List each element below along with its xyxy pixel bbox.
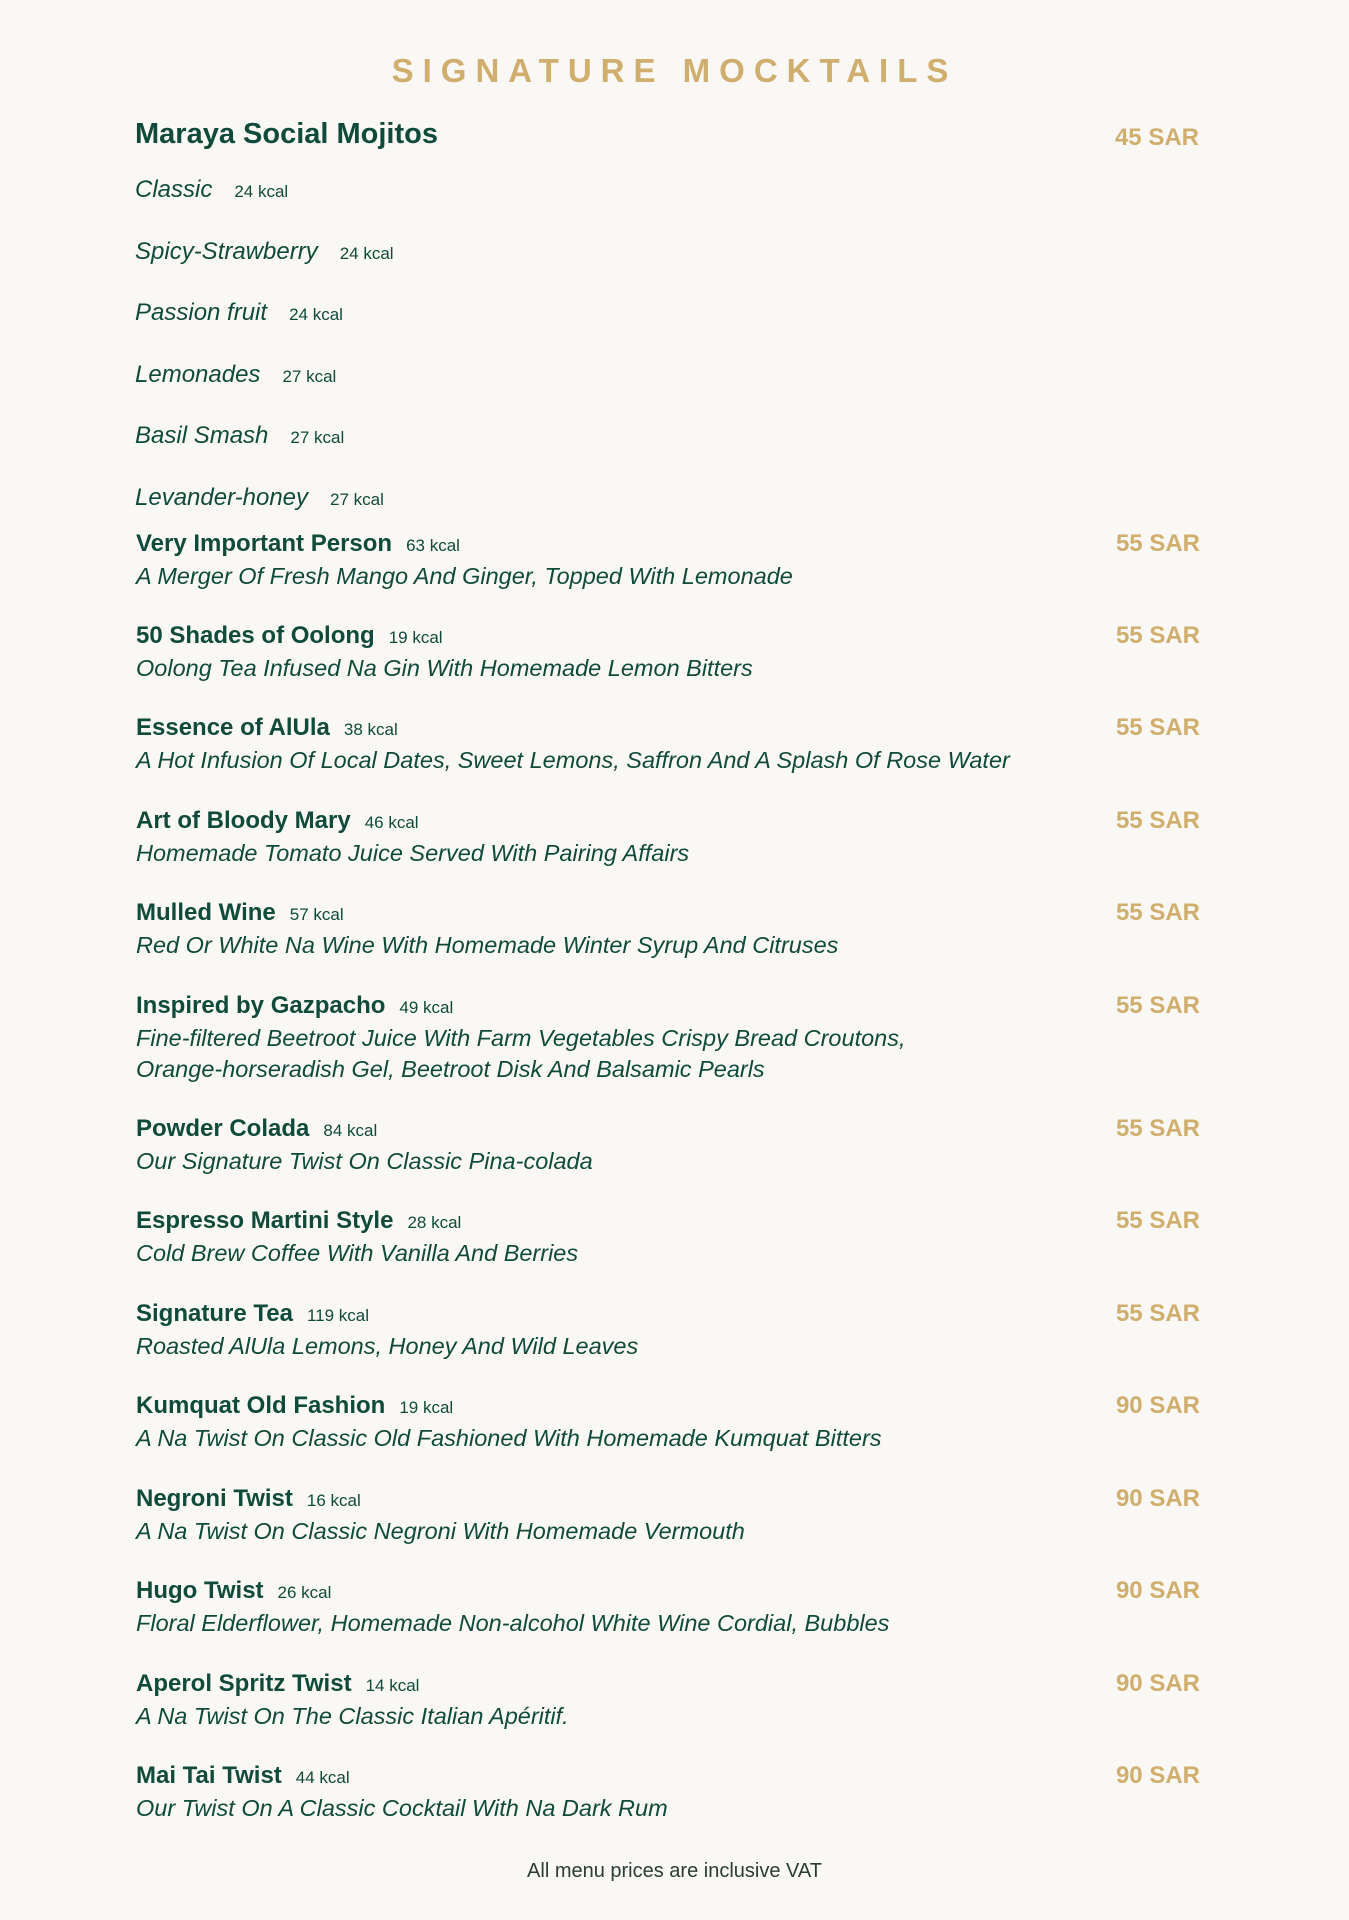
item-kcal: 26 kcal bbox=[277, 1583, 332, 1602]
item-kcal: 46 kcal bbox=[364, 813, 419, 832]
variant-kcal: 24 kcal bbox=[289, 305, 343, 324]
variant-kcal: 24 kcal bbox=[234, 182, 289, 201]
item-name: Mulled Wine bbox=[136, 899, 276, 926]
item-description: A Na Twist On The Classic Italian Apéritif. bbox=[136, 1703, 569, 1729]
menu-item bbox=[136, 1761, 1206, 1824]
menu-item bbox=[136, 1576, 1206, 1639]
item-price: 55 SAR bbox=[1115, 1207, 1200, 1234]
item-description: Oolong Tea Infused Na Gin With Homemade Lemon Bitters bbox=[136, 655, 753, 681]
menu-item bbox=[136, 1114, 1206, 1177]
variant-kcal: 27 kcal bbox=[330, 490, 384, 509]
item-kcal: 63 kcal bbox=[406, 536, 460, 555]
item-price: 55 SAR bbox=[1115, 622, 1200, 649]
item-price: 55 SAR bbox=[1115, 1115, 1200, 1142]
item-kcal: 38 kcal bbox=[343, 720, 398, 739]
menu-item bbox=[136, 898, 1206, 961]
item-price: 90 SAR bbox=[1115, 1577, 1200, 1604]
item-description: Our Twist On A Classic Cocktail With Na Dark Rum bbox=[136, 1795, 668, 1821]
menu-item bbox=[136, 1484, 1206, 1547]
item-kcal: 19 kcal bbox=[399, 1398, 454, 1417]
item-price: 55 SAR bbox=[1115, 992, 1200, 1019]
item-kcal: 44 kcal bbox=[295, 1768, 350, 1787]
item-price: 55 SAR bbox=[1115, 807, 1200, 834]
menu-item bbox=[136, 991, 1206, 1085]
menu-title: SIGNATURE MOCKTAILS bbox=[391, 52, 958, 89]
item-kcal: 19 kcal bbox=[388, 628, 443, 647]
item-name: Very Important Person bbox=[136, 530, 393, 557]
menu-item bbox=[136, 621, 1206, 684]
variant-name: Lemonades bbox=[135, 361, 261, 388]
item-kcal: 14 kcal bbox=[365, 1676, 420, 1695]
variant-item bbox=[135, 299, 343, 327]
item-price: 90 SAR bbox=[1115, 1670, 1200, 1697]
variant-item bbox=[135, 361, 336, 389]
menu-item bbox=[136, 1299, 1206, 1362]
item-name: Powder Colada bbox=[136, 1115, 310, 1142]
item-price: 90 SAR bbox=[1115, 1485, 1200, 1512]
menu-item bbox=[136, 806, 1206, 869]
item-description: Cold Brew Coffee With Vanilla And Berries bbox=[136, 1240, 579, 1266]
item-description: A Merger Of Fresh Mango And Ginger, Topped With Lemonade bbox=[136, 563, 793, 589]
item-name: Espresso Martini Style bbox=[136, 1207, 394, 1234]
item-name: Inspired by Gazpacho bbox=[136, 992, 386, 1019]
item-price: 55 SAR bbox=[1115, 1300, 1200, 1327]
variant-kcal: 27 kcal bbox=[290, 428, 345, 447]
item-description: Floral Elderflower, Homemade Non-alcohol White Wine Cordial, Bubbles bbox=[136, 1610, 890, 1636]
item-price: 55 SAR bbox=[1115, 530, 1200, 557]
item-name: Essence of AlUla bbox=[136, 714, 330, 741]
item-price: 90 SAR bbox=[1115, 1392, 1200, 1419]
variant-name: Classic bbox=[135, 176, 213, 203]
menu-item bbox=[136, 713, 1206, 776]
item-kcal: 16 kcal bbox=[306, 1491, 361, 1510]
item-kcal: 119 kcal bbox=[306, 1306, 369, 1325]
item-name: Mai Tai Twist bbox=[136, 1762, 282, 1789]
item-price: 55 SAR bbox=[1115, 899, 1200, 926]
item-description: A Na Twist On Classic Negroni With Homemade Vermouth bbox=[136, 1518, 745, 1544]
variant-name: Passion fruit bbox=[135, 299, 268, 326]
item-name: Art of Bloody Mary bbox=[136, 807, 351, 834]
item-description: A Hot Infusion Of Local Dates, Sweet Lemons, Saffron And A Splash Of Rose Water bbox=[136, 747, 1010, 773]
item-description: Homemade Tomato Juice Served With Pairing Affairs bbox=[136, 840, 690, 866]
item-name: 50 Shades of Oolong bbox=[136, 622, 375, 649]
vat-note: All menu prices are inclusive VAT bbox=[527, 1860, 822, 1882]
item-description: Roasted AlUla Lemons, Honey And Wild Leaves bbox=[136, 1333, 639, 1359]
variant-item bbox=[135, 422, 344, 450]
item-description: Fine-filtered Beetroot Juice With Farm Vegetables Crispy Bread Croutons, Orange-horseradish Gel, Beetroot Disk And Balsamic Pearls bbox=[136, 1025, 906, 1082]
variant-kcal: 27 kcal bbox=[282, 367, 337, 386]
item-kcal: 49 kcal bbox=[399, 998, 454, 1017]
item-name: Kumquat Old Fashion bbox=[136, 1392, 386, 1419]
menu-item bbox=[136, 1391, 1206, 1454]
variant-kcal: 24 kcal bbox=[339, 244, 394, 263]
item-name: Aperol Spritz Twist bbox=[136, 1670, 352, 1697]
item-kcal: 84 kcal bbox=[323, 1121, 378, 1140]
variant-item bbox=[135, 484, 384, 512]
featured-item-price: 45 SAR bbox=[1114, 124, 1199, 151]
featured-item-name: Maraya Social Mojitos bbox=[135, 118, 438, 150]
item-description: Our Signature Twist On Classic Pina-colada bbox=[136, 1148, 593, 1174]
item-description: A Na Twist On Classic Old Fashioned With Homemade Kumquat Bitters bbox=[136, 1425, 882, 1451]
menu-item bbox=[136, 529, 1206, 592]
variant-name: Spicy-Strawberry bbox=[135, 238, 318, 265]
item-price: 90 SAR bbox=[1115, 1762, 1200, 1789]
variant-item bbox=[135, 238, 394, 266]
item-kcal: 57 kcal bbox=[289, 905, 344, 924]
variant-name: Basil Smash bbox=[135, 422, 269, 449]
variant-item bbox=[135, 176, 288, 204]
item-kcal: 28 kcal bbox=[407, 1213, 462, 1232]
item-price: 55 SAR bbox=[1115, 714, 1200, 741]
item-name: Negroni Twist bbox=[136, 1485, 293, 1512]
item-description: Red Or White Na Wine With Homemade Winter Syrup And Citruses bbox=[136, 932, 839, 958]
item-name: Signature Tea bbox=[136, 1300, 293, 1327]
menu-item bbox=[136, 1669, 1206, 1732]
variant-name: Levander-honey bbox=[135, 484, 309, 511]
item-name: Hugo Twist bbox=[136, 1577, 264, 1604]
menu-item bbox=[136, 1206, 1206, 1269]
